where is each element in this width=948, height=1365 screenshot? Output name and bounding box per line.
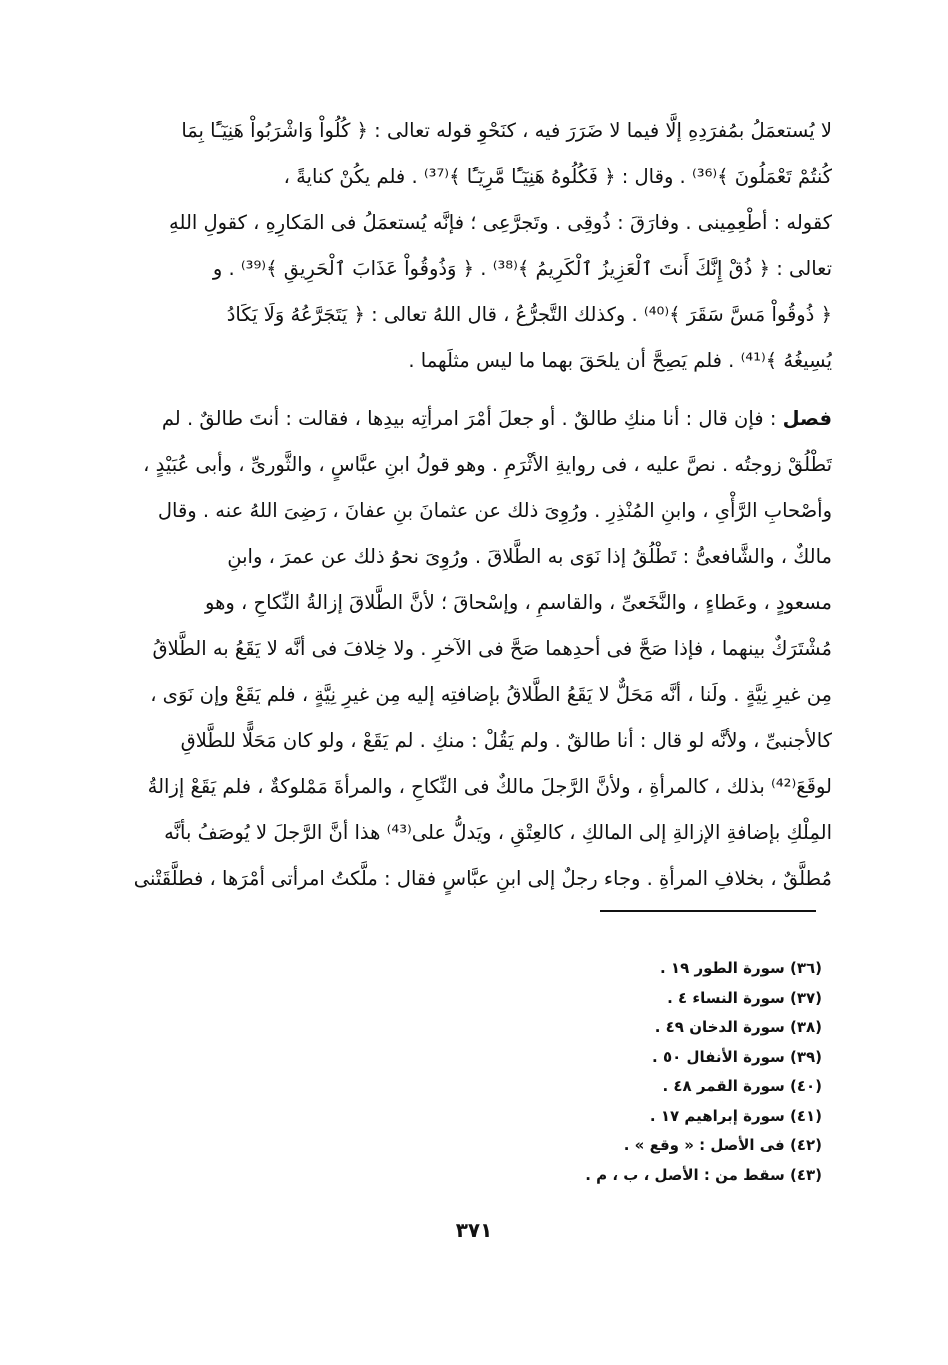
text-line: مُطلَّقٌ ، بخلافِ المرأةِ . وجاء رجلٌ إلى ابنِ عبَّاسٍ فقال : ملَّكتُ امرأتى أمْرَها ، فطلَّقَتْنى: [133, 867, 832, 890]
main-text: [120, 108, 832, 902]
text-line: لوقَعَ⁽⁴²⁾ بذلك ، كالمرأةِ ، ولأنَّ الرَّجلَ مالكٌ فى النِّكاحِ ، والمرأةَ مَمْلوكةٌ ، فلم يَقَعْ إزالةُ: [147, 775, 832, 798]
text-line: كُنتُمْ تَعْمَلُونَ ﴾⁽³⁶⁾ . وقال : ﴿ فَكُلُوهُ هَنِيٓـًٔا مَّرِيٓـًٔا ﴾⁽³⁷⁾ . فلم يكُنْ كنايةً ،: [283, 165, 832, 188]
text-line: مِن غيرِ نِيَّةٍ . ولَنا ، أنَّه مَحَلٌّ لا يَقَعُ الطَّلاقُ بإضافتِه إليه مِن غيرِ نِيَّةٍ ، فلم يَقَعْ وإن نَوَى ،: [150, 683, 832, 706]
footnote-item: (٤٠) سورة القمر ٤٨ .: [662, 1077, 822, 1095]
paragraph-1: [120, 108, 832, 384]
text-line: مسعودٍ ، وعَطاءٍ ، والنَّخَعىِّ ، والقاسمِ ، وإسْحاقَ ؛ لأنَّ الطَّلاقَ إزالةُ النِّكاحِ ، وهو: [205, 591, 832, 614]
footnote-item: (٣٩) سورة الأنفال ٥٠ .: [652, 1047, 822, 1066]
text-line: مُشْتَرَكٌ بينهما ، فإذا صَحَّ فى أحدِهما صَحَّ فى الآخرِ . ولا خِلافَ فى أنَّه لا يَقَعُ به الطَّلاقُ: [152, 637, 832, 660]
section-heading: فصل: [782, 407, 832, 430]
text-line: لا يُستعمَلُ بمُفرَدِهِ إلَّا فيما لا ضَرَرَ فيه ، كنَحْوِ قوله تعالى : ﴿ كُلُواْ وَاشْرَبُواْ هَنِيٓـًٔا بِمَا: [181, 119, 832, 142]
text-line: تَطْلُقْ زوجتُه . نصَّ عليه ، فى روايةِ الأثْرَمِ . وهو قولُ ابنِ عبَّاسٍ ، والثَّورىِّ ، وأبى عُبَيْدٍ ،: [143, 453, 832, 476]
footnote-item: (٣٨) سورة الدخان ٤٩ .: [654, 1018, 822, 1036]
footnote-item: (٣٧) سورة النساء ٤ .: [667, 988, 822, 1007]
footnote-item: (٤٢) فى الأصل : « وقع » .: [623, 1136, 822, 1154]
text-line: المِلْكِ بإضافةِ الإزالةِ إلى المالكِ ، كالعِتْقِ ، ويَدلُّ على⁽⁴³⁾ هذا أنَّ الرَّجلَ لا يُوصَفُ بأنَّه: [164, 821, 832, 844]
paragraph-2: [120, 396, 832, 902]
footnote-item: (٤٣) سقط من : الأصل ، ب ، م .: [585, 1165, 822, 1184]
text-line-content: : فإن قال : أنا منكِ طالقٌ . أو جعلَ أمْرَ امرأتِه بيدِها ، فقالت : أنتَ طالقٌ . لم: [161, 407, 777, 430]
text-line: كالأجنبىِّ ، ولأنَّه لو قال : أنا طالقٌ . ولم يَقُلْ : منكِ . لم يَقَعْ ، ولو كان مَحَلًّا للطَّلاقِ: [180, 729, 832, 752]
footnotes: [322, 954, 822, 1190]
text-line: [120, 396, 832, 442]
text-line: مالكٌ ، والشَّافعىُّ : تَطْلُقُ إذا نَوَى به الطَّلاقَ . ورُوِىَ نحوُ ذلك عن عمرَ ، وابنِ: [227, 545, 832, 568]
footnote-item: (٤١) سورة إبراهيم ١٧ .: [649, 1106, 822, 1125]
paragraph-gap: [120, 384, 832, 396]
footnote-item: (٣٦) سورة الطور ١٩ .: [660, 959, 822, 977]
page-number: ٣٧١: [455, 1218, 493, 1242]
text-line: يُسِيغُهُ ﴾⁽⁴¹⁾ . فلم يَصِحَّ أن يلحَقَ بهما ما ليس مثلَهما .: [408, 349, 832, 372]
footnote-divider: [600, 910, 816, 912]
text-line: كقوله : أطْعِمِينى . وفارَقَ : ذُوقِى . وتَجرَّعِى ؛ فإنَّه يُستعمَلُ فى المَكارِهِ ، كقولِ اللهِ: [169, 211, 832, 234]
text-line: ﴿ ذُوقُواْ مَسَّ سَقَرَ ﴾⁽⁴⁰⁾ . وكذلك التَّجرُّعُ ، قال اللهُ تعالى : ﴿ يَتَجَرَّعُهُ وَلَا يَكَادُ: [226, 303, 832, 326]
text-line: تعالى : ﴿ ذُقْ إِنَّكَ أَنتَ ٱلْعَزِيزُ ٱلْكَرِيمُ ﴾⁽³⁸⁾ . ﴿ وَذُوقُواْ عَذَابَ ٱلْحَرِيقِ ﴾⁽³⁹⁾ . و: [212, 257, 832, 280]
text-line: وأصْحابِ الرَّأْىِ ، وابنِ المُنْذِرِ . ورُوِىَ ذلك عن عثمانَ بنِ عفانَ ، رَضِىَ اللهُ عنه . وقال: [157, 499, 832, 522]
